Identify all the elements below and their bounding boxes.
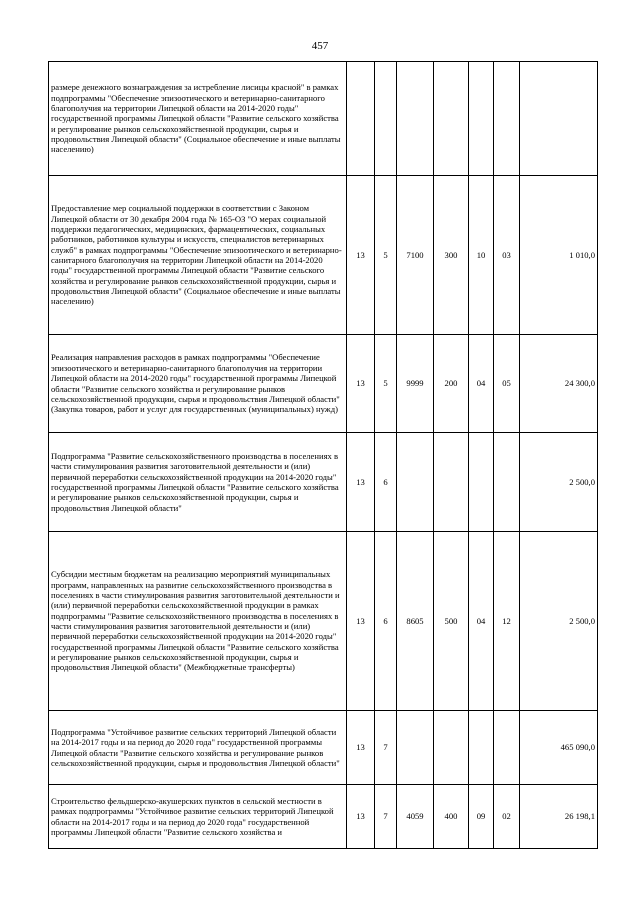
row-description: Подпрограмма "Устойчивое развитие сельских территорий Липецкой области на 2014-2017 годы и на период до 2020 года" государственной программы Липецкой области "Развитие сельского хозяйства и регулирование рынков сельскохозяйственной продукции, сырья и продовольствия Липецкой области" — [49, 711, 347, 785]
row-code-1: 13 — [347, 335, 375, 433]
row-code-3: 7100 — [397, 176, 434, 335]
row-code-1 — [347, 62, 375, 176]
row-code-1: 13 — [347, 433, 375, 532]
row-amount: 1 010,0 — [520, 176, 598, 335]
row-code-3 — [397, 711, 434, 785]
row-code-6 — [494, 433, 520, 532]
row-code-6 — [494, 711, 520, 785]
row-description: Предоставление мер социальной поддержки в соответствии с Законом Липецкой области от 30 декабря 2004 года № 165-ОЗ "О мерах социальной поддержки педагогических, медицинских, фармацевтических, социальных работников, работников культуры и искусств, специалистов ветеринарных служб" в рамках подпрограммы "Обеспечение эпизоотического и ветеринарно-санитарного благополучия на территории Липецкой области на 2014-2020 годы" государственной программы Липецкой области "Развитие сельского хозяйства и регулирование рынков сельскохозяйственной продукции, сырья и продовольствия Липецкой области" (Социальное обеспечение и иные выплаты населению) — [49, 176, 347, 335]
row-description: Строительство фельдшерско-акушерских пунктов в сельской местности в рамках подпрограммы "Устойчивое развитие сельских территорий Липецкой области на 2014-2017 годы и на период до 2020 года" государственной программы Липецкой области "Развитие сельского хозяйства и — [49, 785, 347, 849]
row-code-6: 05 — [494, 335, 520, 433]
row-code-2: 7 — [375, 711, 397, 785]
row-code-3: 8605 — [397, 532, 434, 711]
row-code-4 — [434, 62, 469, 176]
row-code-4 — [434, 433, 469, 532]
row-code-3 — [397, 433, 434, 532]
row-code-5 — [469, 62, 494, 176]
row-code-6: 02 — [494, 785, 520, 849]
row-amount: 2 500,0 — [520, 433, 598, 532]
row-code-6 — [494, 62, 520, 176]
row-amount: 465 090,0 — [520, 711, 598, 785]
row-code-2: 5 — [375, 176, 397, 335]
row-code-4: 500 — [434, 532, 469, 711]
table-row — [49, 532, 598, 711]
budget-table — [48, 61, 598, 849]
table-row — [49, 785, 598, 849]
table-row — [49, 335, 598, 433]
row-description: Субсидии местным бюджетам на реализацию мероприятий муниципальных программ, направленных на развитие сельскохозяйственного производства в поселениях в части стимулирования развития заготовительной деятельности и (или) первичной переработки сельскохозяйственной продукции в рамках подпрограммы "Развитие сельскохозяйственного производства в поселениях в части стимулирования развития заготовительной деятельности и (или) первичной переработки сельскохозяйственной продукции на 2014-2020 годы" государственной программы Липецкой области "Развитие сельского хозяйства и регулирование рынков сельскохозяйственной продукции, сырья и продовольствия Липецкой области" (Межбюджетные трансферты) — [49, 532, 347, 711]
table-row — [49, 433, 598, 532]
row-amount: 24 300,0 — [520, 335, 598, 433]
row-code-1: 13 — [347, 532, 375, 711]
table-row — [49, 711, 598, 785]
table-row — [49, 62, 598, 176]
row-code-2: 6 — [375, 433, 397, 532]
row-code-4: 200 — [434, 335, 469, 433]
row-code-4: 400 — [434, 785, 469, 849]
row-amount: 26 198,1 — [520, 785, 598, 849]
row-code-3 — [397, 62, 434, 176]
row-code-1: 13 — [347, 176, 375, 335]
row-code-6: 03 — [494, 176, 520, 335]
row-code-5 — [469, 433, 494, 532]
row-code-3: 4059 — [397, 785, 434, 849]
row-code-5: 10 — [469, 176, 494, 335]
row-code-6: 12 — [494, 532, 520, 711]
row-amount: 2 500,0 — [520, 532, 598, 711]
row-code-5: 04 — [469, 532, 494, 711]
row-code-5: 09 — [469, 785, 494, 849]
row-code-3: 9999 — [397, 335, 434, 433]
row-description: размере денежного вознаграждения за истребление лисицы красной" в рамках подпрограммы "Обеспечение эпизоотического и ветеринарно-санитарного благополучия на территории Липецкой области на 2014-2020 годы" государственной программы Липецкой области "Развитие сельского хозяйства и регулирование рынков сельскохозяйственной продукции, сырья и продовольствия Липецкой области" (Социальное обеспечение и иные выплаты населению) — [49, 62, 347, 176]
table-row — [49, 176, 598, 335]
row-code-4: 300 — [434, 176, 469, 335]
row-code-4 — [434, 711, 469, 785]
row-code-2: 5 — [375, 335, 397, 433]
row-description: Реализация направления расходов в рамках подпрограммы "Обеспечение эпизоотического и ветеринарно-санитарного благополучия на территории Липецкой области на 2014-2020 годы" государственной программы Липецкой области "Развитие сельского хозяйства и регулирование рынков сельскохозяйственной продукции, сырья и продовольствия Липецкой области" (Закупка товаров, работ и услуг для государственных (муниципальных) нужд) — [49, 335, 347, 433]
row-code-1: 13 — [347, 711, 375, 785]
row-description: Подпрограмма "Развитие сельскохозяйственного производства в поселениях в части стимулирования развития заготовительной деятельности и (или) первичной переработки сельскохозяйственной продукции на 2014-2020 годы" государственной программы Липецкой области "Развитие сельского хозяйства и регулирование рынков сельскохозяйственной продукции, сырья и продовольствия Липецкой области" — [49, 433, 347, 532]
row-amount — [520, 62, 598, 176]
row-code-2: 7 — [375, 785, 397, 849]
row-code-5 — [469, 711, 494, 785]
page-number: 457 — [311, 40, 329, 52]
row-code-2 — [375, 62, 397, 176]
row-code-2: 6 — [375, 532, 397, 711]
row-code-5: 04 — [469, 335, 494, 433]
row-code-1: 13 — [347, 785, 375, 849]
